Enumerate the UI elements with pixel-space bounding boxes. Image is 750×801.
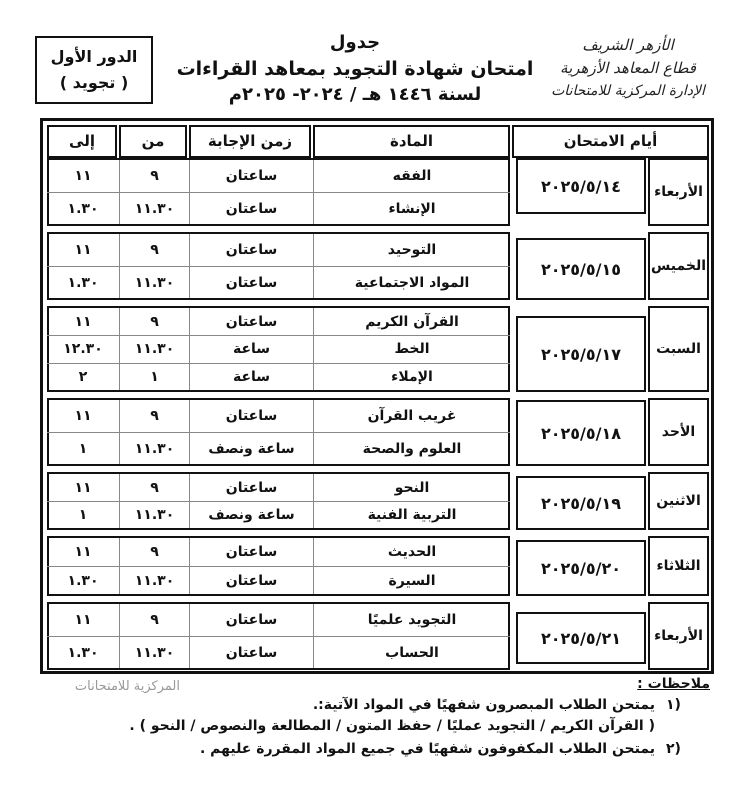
cell-duration: ساعتان xyxy=(189,567,313,594)
exam-day: الأحد xyxy=(648,398,709,466)
cell-to: ١٢.٣٠ xyxy=(63,341,103,358)
cell-to: ١.٣٠ xyxy=(67,644,99,661)
logo-line-3: الإدارة المركزية للامتحانات xyxy=(551,83,705,99)
cell-subject: النحو xyxy=(313,474,510,501)
exam-date: ٢٠٢٥/٥/١٩ xyxy=(516,476,646,530)
note-2-line-1: يمتحن الطلاب المكفوفون شفهيًا في جميع المواد المقررة عليهم . xyxy=(199,741,655,757)
title-line-3: لسنة ١٤٤٦ هـ / ٢٠٢٤- ٢٠٢٥م xyxy=(228,84,482,105)
cell-duration: ساعتان xyxy=(189,160,313,192)
cell-subject: الحديث xyxy=(313,538,510,566)
cell-from: ٩ xyxy=(119,538,189,566)
header-to: إلى xyxy=(47,125,117,158)
cell-duration: ساعتان xyxy=(189,538,313,566)
title-line-2: امتحان شهادة التجويد بمعاهد القراءات xyxy=(176,58,534,80)
schedule-table xyxy=(40,118,714,674)
azhar-logo xyxy=(548,34,708,112)
exam-day: الاثنين xyxy=(648,472,709,530)
cell-subject: العلوم والصحة xyxy=(313,433,510,464)
cell-to: ١١ xyxy=(74,313,92,330)
table-row xyxy=(47,501,510,528)
watermark-text: المركزية للامتحانات xyxy=(74,679,180,694)
day-block xyxy=(47,158,709,226)
note-1-number: ١) xyxy=(666,697,681,713)
cell-subject: السيرة xyxy=(313,567,510,594)
day-block xyxy=(47,398,709,466)
exam-day: الأربعاء xyxy=(648,158,709,226)
cell-subject: الفقه xyxy=(313,160,510,192)
header-days: أيام الامتحان xyxy=(512,125,709,158)
day-block xyxy=(47,536,709,596)
day-block xyxy=(47,472,709,530)
cell-to: ٢ xyxy=(78,368,88,385)
cell-to: ١ xyxy=(78,440,88,457)
cell-from: ١١.٣٠ xyxy=(119,193,189,224)
cell-from: ١ xyxy=(119,364,189,390)
cell-from: ٩ xyxy=(119,234,189,266)
exam-day: الأربعاء xyxy=(648,602,709,670)
table-row xyxy=(47,474,510,501)
cell-duration: ساعتان xyxy=(189,474,313,501)
day-date-group xyxy=(516,306,709,392)
cell-from: ١١.٣٠ xyxy=(119,502,189,528)
round-box xyxy=(35,36,153,104)
table-row xyxy=(47,160,510,192)
cell-duration: ساعتان xyxy=(189,637,313,668)
cell-duration: ساعتان xyxy=(189,267,313,298)
day-date-group xyxy=(516,536,709,596)
cell-subject: الخط xyxy=(313,336,510,362)
table-row xyxy=(47,400,510,432)
cell-to: ١.٣٠ xyxy=(67,274,99,291)
exam-date: ٢٠٢٥/٥/٢٠ xyxy=(516,540,646,596)
round-label: الدور الأول xyxy=(50,47,138,66)
day-block xyxy=(47,602,709,670)
table-row xyxy=(47,432,510,464)
day-block xyxy=(47,306,709,392)
table-row xyxy=(47,566,510,594)
table-row xyxy=(47,266,510,298)
exam-date: ٢٠٢٥/٥/٢١ xyxy=(516,612,646,664)
exam-date: ٢٠٢٥/٥/١٨ xyxy=(516,400,646,466)
note-1-line-1: يمتحن الطلاب المبصرون شفهيًا في المواد الآتية:. xyxy=(312,697,655,713)
cell-subject: الإملاء xyxy=(313,364,510,390)
cell-from: ٩ xyxy=(119,400,189,432)
note-1-line-2: ( القرآن الكريم / التجويد عمليًا / حفظ المتون / المطالعة والنصوص / النحو ) . xyxy=(129,718,655,734)
cell-from: ١١.٣٠ xyxy=(119,637,189,668)
cell-from: ٩ xyxy=(119,474,189,501)
cell-to: ١١ xyxy=(74,544,92,560)
table-row xyxy=(47,538,510,566)
day-date-group xyxy=(516,232,709,300)
exam-day: الثلاثاء xyxy=(648,536,709,596)
round-type: ( تجويد ) xyxy=(59,73,129,92)
cell-subject: القرآن الكريم xyxy=(313,308,510,335)
table-row xyxy=(47,335,510,362)
logo-line-2: قطاع المعاهد الأزهرية xyxy=(560,59,696,77)
note-2-number: ٢) xyxy=(666,741,681,757)
table-row xyxy=(47,363,510,390)
exam-date: ٢٠٢٥/٥/١٤ xyxy=(516,158,646,214)
cell-to: ١ xyxy=(78,507,88,523)
cell-to: ١١ xyxy=(74,479,92,496)
cell-to: ١١ xyxy=(74,612,92,628)
cell-subject: الإنشاء xyxy=(313,193,510,224)
table-row xyxy=(47,234,510,266)
exam-date: ٢٠٢٥/٥/١٧ xyxy=(516,316,646,392)
cell-duration: ساعة ونصف xyxy=(189,502,313,528)
cell-subject: التربية الفنية xyxy=(313,502,510,528)
cell-to: ١١ xyxy=(74,168,92,184)
header-from: من xyxy=(119,125,187,158)
day-date-group xyxy=(516,472,709,530)
document-title xyxy=(170,30,540,108)
cell-subject: التوحيد xyxy=(313,234,510,266)
exam-date: ٢٠٢٥/٥/١٥ xyxy=(516,238,646,300)
exam-day: الخميس xyxy=(648,232,709,300)
cell-subject: الحساب xyxy=(313,637,510,668)
cell-to: ١.٣٠ xyxy=(67,572,99,589)
cell-duration: ساعتان xyxy=(189,400,313,432)
exam-day: السبت xyxy=(648,306,709,392)
cell-from: ١١.٣٠ xyxy=(119,567,189,594)
table-row xyxy=(47,308,510,335)
cell-subject: المواد الاجتماعية xyxy=(313,267,510,298)
cell-duration: ساعتان xyxy=(189,308,313,335)
title-line-1: جدول xyxy=(329,32,381,53)
cell-to: ١١ xyxy=(74,408,92,424)
day-date-group xyxy=(516,602,709,670)
cell-from: ١١.٣٠ xyxy=(119,336,189,362)
cell-from: ٩ xyxy=(119,308,189,335)
cell-from: ٩ xyxy=(119,604,189,636)
cell-from: ١١.٣٠ xyxy=(119,433,189,464)
table-row xyxy=(47,636,510,668)
logo-line-1: الأزهر الشريف xyxy=(582,36,674,54)
cell-to: ١.٣٠ xyxy=(67,200,99,217)
cell-duration: ساعة xyxy=(189,364,313,390)
day-date-group xyxy=(516,398,709,466)
cell-duration: ساعتان xyxy=(189,604,313,636)
cell-from: ٩ xyxy=(119,160,189,192)
cell-duration: ساعة ونصف xyxy=(189,433,313,464)
cell-subject: غريب القرآن xyxy=(313,400,510,432)
cell-duration: ساعة xyxy=(189,336,313,362)
day-block xyxy=(47,232,709,300)
cell-duration: ساعتان xyxy=(189,234,313,266)
cell-to: ١١ xyxy=(74,242,92,258)
cell-from: ١١.٣٠ xyxy=(119,267,189,298)
cell-subject: التجويد علميًا xyxy=(313,604,510,636)
day-date-group xyxy=(516,158,709,226)
table-row xyxy=(47,604,510,636)
notes-title: ملاحظات : xyxy=(637,676,710,692)
table-row xyxy=(47,192,510,224)
header-duration: زمن الإجابة xyxy=(189,125,311,158)
cell-duration: ساعتان xyxy=(189,193,313,224)
header-subject: المادة xyxy=(313,125,510,158)
